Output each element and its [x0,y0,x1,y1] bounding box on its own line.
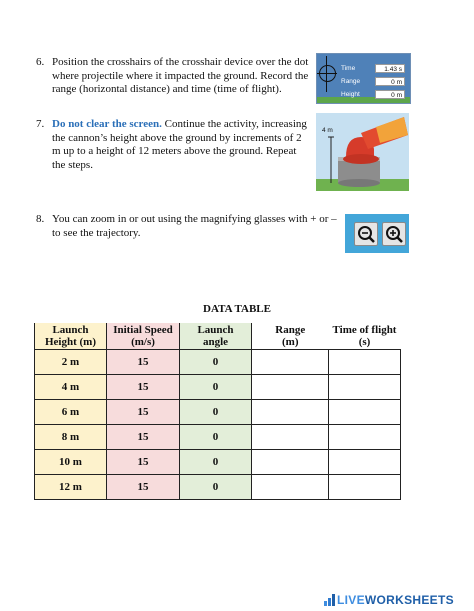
time-input-cell[interactable] [329,375,401,400]
table-row [35,400,401,425]
zoom-in-icon [383,223,405,245]
step-line: to see the trajectory. [52,226,141,239]
range-input-cell[interactable] [252,425,329,450]
height-label: Height [341,91,360,98]
height-cell: 2 m [35,350,107,375]
header-launch-height [35,323,107,350]
range-label: Range [341,78,361,85]
step-line: Continue the activity, increasing [161,118,307,130]
speed-cell: 15 [107,425,180,450]
zoom-out-icon [355,223,377,245]
step-number: 6. [36,56,45,68]
speed-cell: 15 [107,400,180,425]
speed-cell: 15 [107,450,180,475]
header-line: (s) [358,336,371,348]
height-cell: 12 m [35,475,107,500]
time-input-cell[interactable] [329,475,401,500]
header-line: Launch [197,324,234,336]
angle-cell: 0 [180,350,252,375]
angle-cell: 0 [180,400,252,425]
warning-text: Do not clear the screen. [52,118,162,130]
height-cell: 10 m [35,450,107,475]
table-row [35,350,401,375]
height-cell: 6 m [35,400,107,425]
step-number: 8. [36,213,45,225]
time-input-cell[interactable] [329,450,401,475]
angle-cell: 0 [180,450,252,475]
header-line: Range [275,324,306,336]
header-time-of-flight [329,323,401,350]
table-row [35,475,401,500]
zoom-out-button[interactable] [354,222,378,246]
table-row [35,375,401,400]
header-line: Initial Speed [113,324,173,336]
range-value: 0 m [375,77,405,86]
data-table-title: DATA TABLE [203,303,271,315]
range-input-cell[interactable] [252,400,329,425]
step-line: the steps. [52,158,93,171]
range-input-cell[interactable] [252,450,329,475]
liveworksheets-brand[interactable] [324,593,454,607]
step-line: You can zoom in or out using the magnifying glasses with + or – [52,213,337,225]
cannon-height-label: 4 m [322,127,333,134]
step-line: range (horizontal distance) and time (time of flight). [52,83,282,95]
data-table [34,323,401,500]
header-initial-speed [107,323,180,350]
time-input-cell[interactable] [329,425,401,450]
height-cell: 4 m [35,375,107,400]
step-line: Position the crosshairs of the crosshair device over the dot [52,56,309,68]
speed-cell: 15 [107,350,180,375]
table-row [35,425,401,450]
time-label: Time [341,65,356,72]
brand-text-worksheets: WORKSHEETS [364,593,454,607]
liveworksheets-logo-icon [324,594,336,606]
header-line: Time of flight [332,324,397,336]
step-line: the cannon’s height above the ground by increments of 2 [52,131,302,144]
range-input-cell[interactable] [252,350,329,375]
cannon-image [316,113,409,191]
speed-cell: 15 [107,375,180,400]
angle-cell: 0 [180,475,252,500]
brand-text-live: LIVE [337,593,365,607]
step-line: m up to a height of 12 meters above the ground. Repeat [52,145,297,157]
zoom-controls [345,214,409,253]
header-line: Launch [52,324,89,336]
header-line: (m) [282,336,299,348]
step-number: 7. [36,118,45,130]
time-value: 1.43 s [375,64,405,73]
step-line: where projectile where it impacted the ground. Record the [52,69,309,82]
time-input-cell[interactable] [329,350,401,375]
header-launch-angle [180,323,252,350]
range-input-cell[interactable] [252,475,329,500]
header-line: Height (m) [44,336,96,348]
table-row [35,450,401,475]
height-value: 0 m [375,90,405,99]
angle-cell: 0 [180,425,252,450]
table-header-row [35,323,401,350]
crosshair-device-image [316,53,411,104]
range-input-cell[interactable] [252,375,329,400]
header-line: (m/s) [131,336,155,348]
header-range [252,323,329,350]
header-line: angle [202,336,229,348]
zoom-in-button[interactable] [382,222,406,246]
cannon-icon [316,113,409,191]
angle-cell: 0 [180,375,252,400]
height-cell: 8 m [35,425,107,450]
speed-cell: 15 [107,475,180,500]
time-input-cell[interactable] [329,400,401,425]
crosshair-ring [319,65,336,82]
